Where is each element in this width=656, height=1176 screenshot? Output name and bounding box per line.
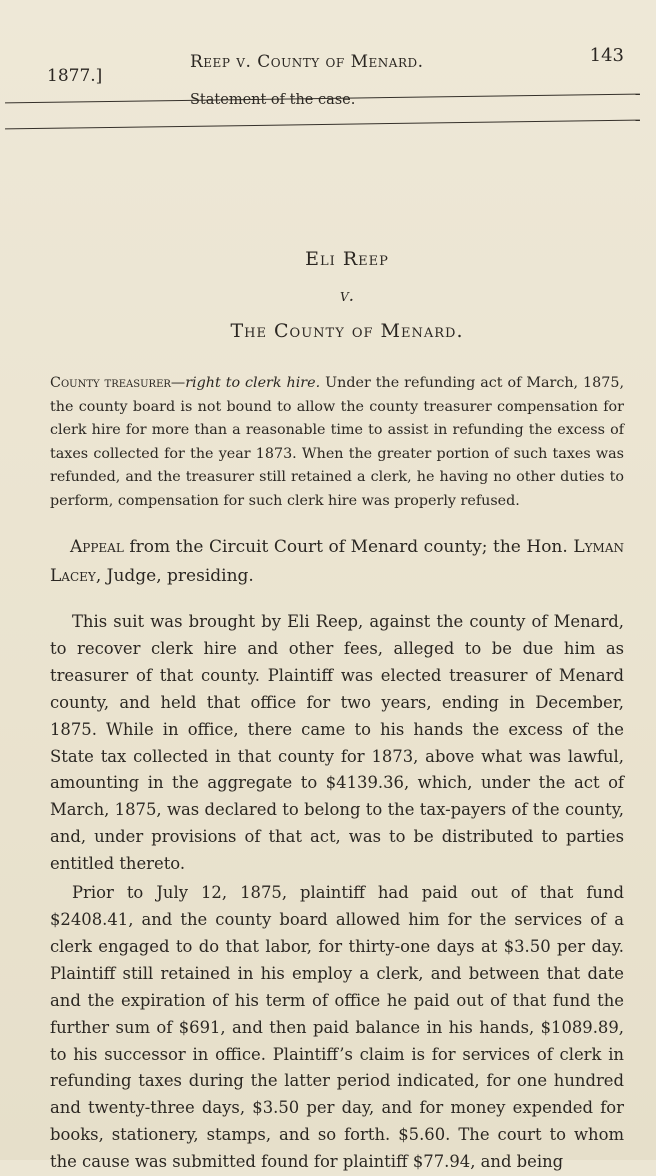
body-paragraph-2: Prior to July 12, 1875, plaintiff had paid out of that fund $2408.41, and the county board allowed him for the services of a clerk engaged to do that labor, for thirty-one days at $3.50 per day. Plaintiff still retained in his employ a clerk, and between that date and the expiration of his term of office he paid out of that fund the further sum of $691, and then paid balance in his hands, $1089.89, to his successor in office. Plaintiff’s claim is for services of clerk in refunding taxes during the latter period indicated, for one hundred and twenty-three days, $3.50 per day, and for money expended for books, stationery, stamps, and so forth. $5.60. The court to whom the cause was submitted found for plaintiff $77.94, and being <box>50 883 624 1172</box>
defendant-name: The County of Menard. <box>230 320 464 342</box>
statement-body <box>50 609 624 1176</box>
statement-label: Statement of the case. <box>190 92 356 108</box>
versus-label: v. <box>339 286 355 306</box>
syllabus-lead: County treasurer <box>50 375 171 391</box>
body-paragraph-1: This suit was brought by Eli Reep, against the county of Menard, to recover clerk hire and other fees, alleged to be due him as treasurer of that county. Plaintiff was elected treasurer of Menard county, and held that office for two years, ending in December, 1875. While in office, there came to his hands the excess of the State tax collected in that county for 1873, above what was lawful, amounting in the aggregate to $4139.36, which, under the act of March, 1875, was declared to belong to the tax-payers of the county, and, under provisions of that act, was to be distributed to parties entitled thereto. <box>50 612 624 874</box>
appeal-paragraph <box>50 533 624 591</box>
syllabus-topic: right to clerk hire. <box>185 375 321 391</box>
page-header <box>47 0 624 86</box>
syllabus-dash: — <box>170 375 186 391</box>
syllabus-text: Under the refunding act of March, 1875, the county board is not bound to allow the county treasurer compensation for clerk hire for more than a reasonable time to assist in refunding the excess of taxes collected for the year 1873. When the greater portion of such taxes was refunded, and the treasurer still retained a clerk, he having no other duties to perform, compensation for such clerk hire was properly refused. <box>50 375 624 509</box>
case-title <box>50 248 624 342</box>
judge-name: Lyman Lacey <box>50 537 624 586</box>
appeal-text-2: , Judge, presiding. <box>95 566 254 586</box>
page-number: 143 <box>589 45 624 66</box>
appeal-lead: Appeal <box>70 537 124 557</box>
plaintiff-name: Eli Reep <box>305 248 389 270</box>
running-head: Reep v. County of Menard. <box>190 52 424 72</box>
statement-rule <box>5 120 640 130</box>
appeal-text-1: from the Circuit Court of Menard county; the Hon. <box>123 537 574 557</box>
year-marker: 1877.] <box>47 66 103 86</box>
syllabus-paragraph <box>50 372 624 513</box>
